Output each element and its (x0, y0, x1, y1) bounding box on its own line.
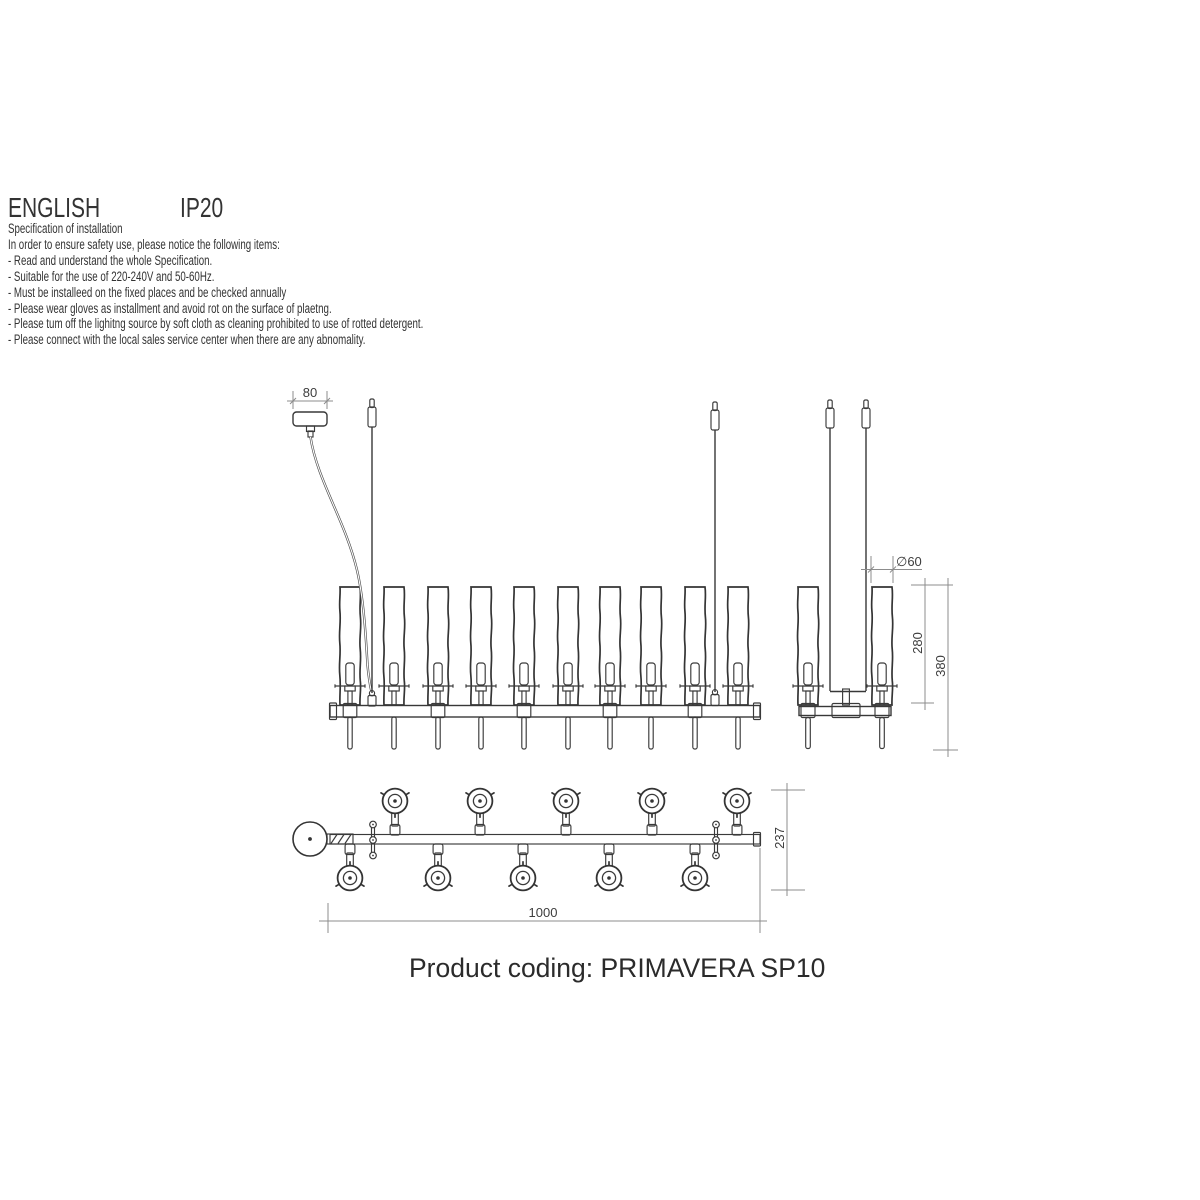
dim-fixture-length (319, 848, 767, 933)
dim-label-60: ∅60 (896, 554, 922, 569)
suspension-rod-right (711, 402, 719, 706)
canopy-connector (327, 834, 353, 844)
spec-item: - Must be installeed on the fixed places and be checked annually (8, 284, 287, 300)
spec-item: - Read and understand the whole Specification. (8, 252, 213, 268)
spec-item: - Please connect with the local sales service center when there are any abnomality. (8, 332, 366, 348)
suspension-rod-left (368, 399, 376, 706)
ip-rating-label: IP20 (180, 192, 224, 223)
dim-label-380: 380 (933, 655, 948, 677)
front-glass-tubes (335, 587, 753, 705)
top-view-lamps (336, 789, 751, 891)
spec-item: - Please wear gloves as installment and avoid rot on the surface of plaetng. (8, 300, 332, 316)
dim-shade-diameter (861, 554, 922, 583)
top-view (293, 783, 805, 933)
dim-label-237: 237 (772, 827, 787, 849)
specification-block (8, 221, 423, 348)
product-coding: Product coding: PRIMAVERA SP10 (409, 953, 826, 983)
dim-label-80: 80 (302, 385, 318, 400)
spec-intro: In order to ensure safety use, please notice the following items: (8, 236, 280, 252)
front-view (287, 385, 761, 749)
top-body-bar (330, 835, 760, 845)
canopy-top-view (293, 822, 327, 856)
language-label: ENGLISH (8, 192, 101, 223)
technical-drawing (280, 380, 970, 940)
dim-fixture-height (933, 578, 958, 757)
dim-label-1000: 1000 (528, 905, 558, 920)
front-lower-stems (348, 717, 740, 749)
dim-fixture-depth (771, 783, 805, 896)
ceiling-canopy (293, 412, 327, 437)
side-view (793, 400, 958, 757)
turnbuckle-right (713, 821, 720, 859)
dim-shade-height (910, 578, 953, 710)
dim-canopy-width (287, 385, 333, 409)
side-body-bar (799, 704, 891, 749)
turnbuckle-left (370, 821, 377, 859)
spec-item: - Suitable for the use of 220-240V and 50-60Hz. (8, 268, 215, 284)
side-suspension-cables (826, 400, 870, 705)
dim-label-280: 280 (910, 632, 925, 654)
spec-item: - Please tum off the lighitng source by soft cloth as cleaning prohibited to use of rotted detergent. (8, 316, 424, 332)
spec-title: Specification of installation (8, 221, 123, 236)
